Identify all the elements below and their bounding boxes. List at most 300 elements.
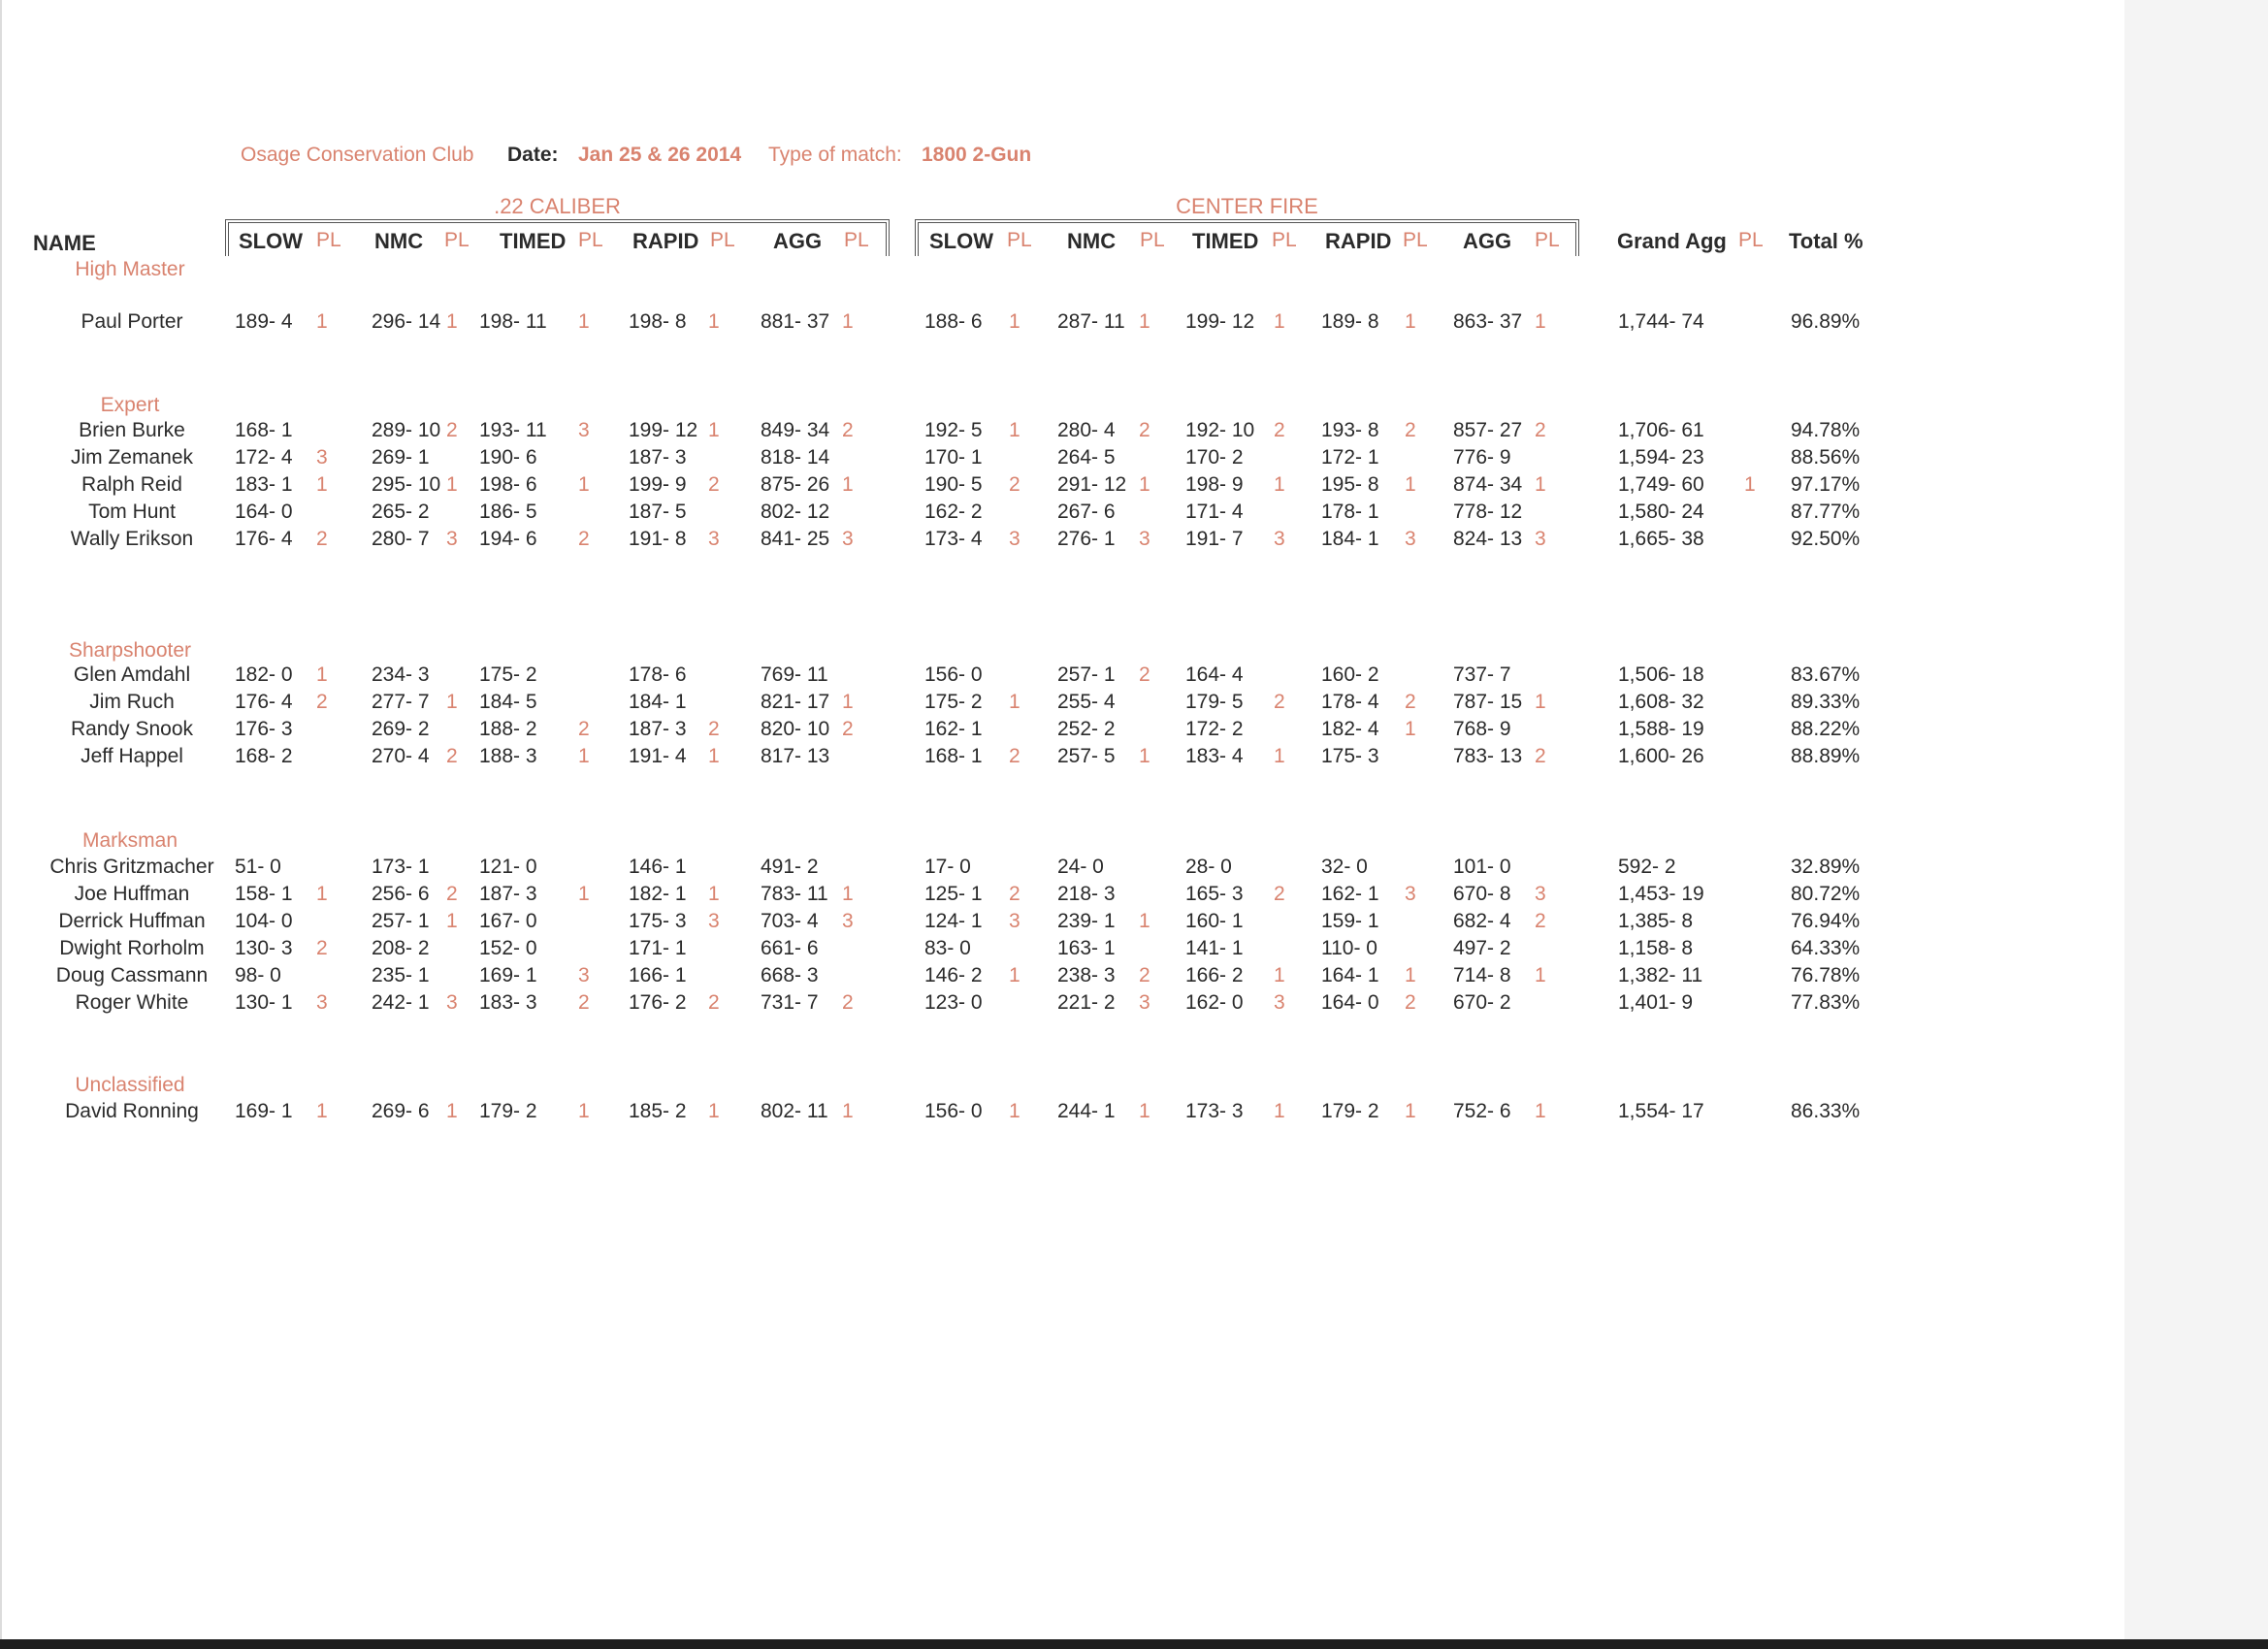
cf-slow-pl-cell: 2	[1009, 745, 1021, 767]
scan-margin	[2124, 0, 2268, 1649]
column-header-name: NAME	[33, 231, 96, 255]
cf-nmc-pl-cell: 3	[1139, 991, 1150, 1014]
agg-cell: 491- 2	[761, 856, 819, 878]
cf-nmc-pl-cell: 1	[1139, 745, 1150, 767]
grand-agg-cell: 1,580- 24	[1618, 501, 1704, 523]
timed-cell: 188- 3	[479, 745, 537, 767]
timed-cell: 194- 6	[479, 528, 537, 550]
grand-agg-pl-cell: 1	[1744, 473, 1756, 496]
column-header-timed-cf: TIMED	[1192, 229, 1259, 253]
agg-cell: 820- 10	[761, 718, 830, 740]
cf-timed-pl-cell: 2	[1274, 883, 1285, 905]
shooter-name: Brien Burke	[79, 419, 185, 441]
column-header-agg-cf: AGG	[1463, 229, 1512, 253]
category-label: Marksman	[81, 829, 178, 852]
category-label: Unclassified	[75, 1074, 185, 1096]
nmc-pl-cell: 1	[446, 691, 458, 713]
nmc-cell: 269- 1	[372, 446, 430, 469]
date-label: Date:	[507, 144, 559, 166]
column-header-nmc-cf: NMC	[1067, 229, 1117, 253]
slow-cell: 98- 0	[235, 964, 281, 986]
rapid-cell: 178- 6	[629, 663, 687, 686]
column-header-rapid-22: RAPID	[632, 229, 699, 253]
cf-slow-pl-cell: 1	[1009, 691, 1021, 713]
agg-cell: 818- 14	[761, 446, 830, 469]
cf-nmc-cell: 244- 1	[1057, 1100, 1116, 1122]
cf-nmc-pl-cell: 1	[1139, 1100, 1150, 1122]
cf-nmc-cell: 291- 12	[1057, 473, 1127, 496]
rapid-pl-cell: 2	[708, 718, 720, 740]
cf-timed-cell: 28- 0	[1185, 856, 1232, 878]
cf-agg-pl-cell: 2	[1535, 745, 1546, 767]
cf-timed-cell: 162- 0	[1185, 991, 1244, 1014]
timed-pl-cell: 3	[578, 964, 590, 986]
total-percent-cell: 97.17%	[1791, 473, 1861, 496]
cf-nmc-cell: 238- 3	[1057, 964, 1116, 986]
rapid-cell: 187- 3	[629, 446, 687, 469]
cf-slow-pl-cell: 1	[1009, 964, 1021, 986]
cf-rapid-cell: 162- 1	[1321, 883, 1379, 905]
timed-pl-cell: 2	[578, 718, 590, 740]
slow-cell: 168- 2	[235, 745, 293, 767]
column-header-pl: PL	[1140, 229, 1165, 251]
cf-rapid-pl-cell: 1	[1405, 310, 1416, 333]
grand-agg-cell: 1,706- 61	[1618, 419, 1704, 441]
cf-nmc-pl-cell: 3	[1139, 528, 1150, 550]
cf-timed-cell: 160- 1	[1185, 910, 1244, 932]
grand-agg-cell: 1,749- 60	[1618, 473, 1704, 496]
cf-timed-cell: 192- 10	[1185, 419, 1255, 441]
grand-agg-cell: 1,588- 19	[1618, 718, 1704, 740]
match-type-value: 1800 2-Gun	[922, 144, 1032, 166]
agg-cell: 731- 7	[761, 991, 819, 1014]
nmc-cell: 280- 7	[372, 528, 430, 550]
table-row	[0, 528, 1940, 555]
slow-cell: 158- 1	[235, 883, 293, 905]
cf-nmc-cell: 218- 3	[1057, 883, 1116, 905]
nmc-pl-cell: 2	[446, 883, 458, 905]
rapid-pl-cell: 2	[708, 473, 720, 496]
slow-cell: 172- 4	[235, 446, 293, 469]
agg-cell: 802- 12	[761, 501, 830, 523]
timed-cell: 169- 1	[479, 964, 537, 986]
slow-cell: 176- 4	[235, 691, 293, 713]
category-label: High Master	[75, 258, 185, 280]
grand-agg-cell: 1,453- 19	[1618, 883, 1704, 905]
cf-agg-cell: 874- 34	[1453, 473, 1523, 496]
timed-pl-cell: 1	[578, 883, 590, 905]
table-row	[0, 910, 1940, 937]
nmc-pl-cell: 1	[446, 473, 458, 496]
group-title-center-fire: CENTER FIRE	[1176, 194, 1318, 218]
timed-cell: 188- 2	[479, 718, 537, 740]
cf-rapid-cell: 178- 4	[1321, 691, 1379, 713]
cf-timed-pl-cell: 1	[1274, 473, 1285, 496]
cf-slow-cell: 83- 0	[924, 937, 971, 959]
column-header-pl: PL	[1272, 229, 1297, 251]
cf-slow-pl-cell: 1	[1009, 1100, 1021, 1122]
nmc-cell: 235- 1	[372, 964, 430, 986]
rapid-pl-cell: 1	[708, 745, 720, 767]
slow-cell: 176- 4	[235, 528, 293, 550]
nmc-pl-cell: 3	[446, 528, 458, 550]
total-percent-cell: 86.33%	[1791, 1100, 1861, 1122]
cf-rapid-cell: 179- 2	[1321, 1100, 1379, 1122]
column-header-pl: PL	[1738, 229, 1764, 251]
table-row	[0, 1100, 1940, 1127]
agg-cell: 821- 17	[761, 691, 830, 713]
grand-agg-cell: 1,665- 38	[1618, 528, 1704, 550]
cf-rapid-cell: 178- 1	[1321, 501, 1379, 523]
cf-nmc-cell: 257- 5	[1057, 745, 1116, 767]
table-row	[0, 856, 1940, 883]
agg-cell: 802- 11	[761, 1100, 828, 1122]
rapid-cell: 187- 5	[629, 501, 687, 523]
cf-agg-cell: 787- 15	[1453, 691, 1523, 713]
column-header-pl: PL	[444, 229, 470, 251]
rapid-pl-cell: 1	[708, 419, 720, 441]
cf-agg-cell: 682- 4	[1453, 910, 1511, 932]
cf-nmc-pl-cell: 2	[1139, 964, 1150, 986]
timed-pl-cell: 2	[578, 528, 590, 550]
column-header-pl: PL	[316, 229, 341, 251]
nmc-cell: 256- 6	[372, 883, 430, 905]
cf-timed-pl-cell: 1	[1274, 964, 1285, 986]
rapid-cell: 184- 1	[629, 691, 687, 713]
scan-bottom-edge	[0, 1639, 2268, 1649]
cf-rapid-pl-cell: 1	[1405, 718, 1416, 740]
nmc-pl-cell: 2	[446, 745, 458, 767]
cf-timed-cell: 141- 1	[1185, 937, 1244, 959]
cf-agg-pl-cell: 1	[1535, 964, 1546, 986]
slow-pl-cell: 1	[316, 663, 328, 686]
agg-pl-cell: 3	[842, 528, 854, 550]
cf-slow-cell: 188- 6	[924, 310, 983, 333]
cf-rapid-cell: 164- 1	[1321, 964, 1379, 986]
grand-agg-cell: 1,744- 74	[1618, 310, 1704, 333]
timed-cell: 121- 0	[479, 856, 537, 878]
cf-nmc-cell: 276- 1	[1057, 528, 1116, 550]
nmc-cell: 295- 10	[372, 473, 441, 496]
cf-nmc-cell: 287- 11	[1057, 310, 1125, 333]
nmc-cell: 242- 1	[372, 991, 430, 1014]
slow-pl-cell: 1	[316, 1100, 328, 1122]
table-row	[0, 419, 1940, 446]
shooter-name: Ralph Reid	[81, 473, 182, 496]
cf-nmc-pl-cell: 1	[1139, 473, 1150, 496]
grand-agg-cell: 1,594- 23	[1618, 446, 1704, 469]
total-percent-cell: 83.67%	[1791, 663, 1861, 686]
total-percent-cell: 64.33%	[1791, 937, 1861, 959]
shooter-name: Roger White	[75, 991, 189, 1014]
agg-cell: 849- 34	[761, 419, 830, 441]
rapid-cell: 199- 12	[629, 419, 698, 441]
cf-slow-cell: 124- 1	[924, 910, 983, 932]
timed-cell: 193- 11	[479, 419, 547, 441]
total-percent-cell: 96.89%	[1791, 310, 1861, 333]
rapid-cell: 199- 9	[629, 473, 687, 496]
rapid-pl-cell: 3	[708, 528, 720, 550]
slow-pl-cell: 3	[316, 991, 328, 1014]
table-row	[0, 663, 1940, 691]
shooter-name: Wally Erikson	[70, 528, 194, 550]
cf-nmc-cell: 163- 1	[1057, 937, 1116, 959]
table-row	[0, 964, 1940, 991]
timed-cell: 190- 6	[479, 446, 537, 469]
nmc-pl-cell: 2	[446, 419, 458, 441]
agg-cell: 875- 26	[761, 473, 830, 496]
cf-agg-pl-cell: 1	[1535, 691, 1546, 713]
club-name: Osage Conservation Club	[241, 144, 474, 166]
agg-pl-cell: 1	[842, 1100, 854, 1122]
timed-cell: 179- 2	[479, 1100, 537, 1122]
cf-timed-pl-cell: 2	[1274, 419, 1285, 441]
category-label: Sharpshooter	[68, 639, 192, 662]
cf-agg-cell: 714- 8	[1453, 964, 1511, 986]
cf-timed-pl-cell: 1	[1274, 310, 1285, 333]
cf-rapid-cell: 184- 1	[1321, 528, 1379, 550]
column-header-total: Total %	[1789, 229, 1863, 253]
cf-slow-cell: 146- 2	[924, 964, 983, 986]
table-row	[0, 446, 1940, 473]
timed-cell: 183- 3	[479, 991, 537, 1014]
agg-cell: 881- 37	[761, 310, 830, 333]
cf-slow-cell: 156- 0	[924, 1100, 983, 1122]
slow-cell: 168- 1	[235, 419, 293, 441]
cf-slow-cell: 175- 2	[924, 691, 983, 713]
cf-timed-cell: 166- 2	[1185, 964, 1244, 986]
timed-pl-cell: 1	[578, 473, 590, 496]
nmc-cell: 296- 14	[372, 310, 441, 333]
agg-pl-cell: 3	[842, 910, 854, 932]
agg-cell: 661- 6	[761, 937, 819, 959]
slow-cell: 130- 1	[235, 991, 293, 1014]
cf-timed-cell: 165- 3	[1185, 883, 1244, 905]
cf-timed-pl-cell: 2	[1274, 691, 1285, 713]
group-title-22-caliber: .22 CALIBER	[494, 194, 621, 218]
nmc-cell: 269- 6	[372, 1100, 430, 1122]
cf-slow-cell: 173- 4	[924, 528, 983, 550]
rapid-pl-cell: 3	[708, 910, 720, 932]
column-header-slow-22: SLOW	[239, 229, 303, 253]
table-row	[0, 745, 1940, 772]
slow-pl-cell: 1	[316, 883, 328, 905]
cf-nmc-cell: 221- 2	[1057, 991, 1116, 1014]
cf-rapid-cell: 159- 1	[1321, 910, 1379, 932]
grand-agg-cell: 1,385- 8	[1618, 910, 1694, 932]
nmc-pl-cell: 3	[446, 991, 458, 1014]
cf-agg-pl-cell: 1	[1535, 310, 1546, 333]
timed-cell: 187- 3	[479, 883, 537, 905]
grand-agg-cell: 1,608- 32	[1618, 691, 1704, 713]
cf-slow-pl-cell: 2	[1009, 473, 1021, 496]
nmc-pl-cell: 1	[446, 310, 458, 333]
cf-timed-cell: 198- 9	[1185, 473, 1244, 496]
column-header-agg-22: AGG	[773, 229, 823, 253]
shooter-name: Chris Gritzmacher	[49, 856, 214, 878]
column-header-pl: PL	[710, 229, 735, 251]
cf-timed-cell: 179- 5	[1185, 691, 1244, 713]
date-value: Jan 25 & 26 2014	[578, 144, 742, 166]
cf-agg-pl-cell: 2	[1535, 419, 1546, 441]
match-type-label: Type of match:	[768, 144, 902, 166]
total-percent-cell: 77.83%	[1791, 991, 1861, 1014]
grand-agg-cell: 1,158- 8	[1618, 937, 1694, 959]
table-row	[0, 310, 1940, 338]
shooter-name: Doug Cassmann	[55, 964, 209, 986]
column-header-pl: PL	[578, 229, 603, 251]
table-row	[0, 473, 1940, 501]
timed-pl-cell: 2	[578, 991, 590, 1014]
cf-agg-cell: 497- 2	[1453, 937, 1511, 959]
timed-pl-cell: 3	[578, 419, 590, 441]
slow-pl-cell: 2	[316, 937, 328, 959]
timed-cell: 175- 2	[479, 663, 537, 686]
cf-slow-cell: 123- 0	[924, 991, 983, 1014]
total-percent-cell: 87.77%	[1791, 501, 1861, 523]
rapid-cell: 146- 1	[629, 856, 687, 878]
table-row	[0, 691, 1940, 718]
rapid-cell: 171- 1	[629, 937, 687, 959]
nmc-cell: 265- 2	[372, 501, 430, 523]
cf-nmc-cell: 264- 5	[1057, 446, 1116, 469]
grand-agg-cell: 1,600- 26	[1618, 745, 1704, 767]
table-row	[0, 991, 1940, 1018]
rapid-cell: 182- 1	[629, 883, 687, 905]
cf-nmc-pl-cell: 1	[1139, 310, 1150, 333]
agg-cell: 703- 4	[761, 910, 819, 932]
total-percent-cell: 88.89%	[1791, 745, 1861, 767]
shooter-name: Jim Zemanek	[70, 446, 194, 469]
timed-pl-cell: 1	[578, 310, 590, 333]
shooter-name: Jeff Happel	[81, 745, 183, 767]
total-percent-cell: 80.72%	[1791, 883, 1861, 905]
cf-nmc-pl-cell: 1	[1139, 910, 1150, 932]
grand-agg-cell: 1,382- 11	[1618, 964, 1703, 986]
nmc-cell: 277- 7	[372, 691, 430, 713]
slow-cell: 182- 0	[235, 663, 293, 686]
timed-cell: 184- 5	[479, 691, 537, 713]
rapid-pl-cell: 1	[708, 310, 720, 333]
cf-rapid-cell: 182- 4	[1321, 718, 1379, 740]
cf-agg-cell: 776- 9	[1453, 446, 1511, 469]
timed-cell: 167- 0	[479, 910, 537, 932]
slow-pl-cell: 1	[316, 473, 328, 496]
cf-rapid-cell: 164- 0	[1321, 991, 1379, 1014]
cf-nmc-pl-cell: 2	[1139, 663, 1150, 686]
cf-rapid-pl-cell: 1	[1405, 1100, 1416, 1122]
slow-cell: 104- 0	[235, 910, 293, 932]
timed-cell: 198- 6	[479, 473, 537, 496]
table-row	[0, 883, 1940, 910]
shooter-name: Tom Hunt	[88, 501, 176, 523]
cf-nmc-cell: 257- 1	[1057, 663, 1116, 686]
agg-cell: 769- 11	[761, 663, 828, 686]
cf-timed-cell: 164- 4	[1185, 663, 1244, 686]
nmc-cell: 173- 1	[372, 856, 430, 878]
shooter-name: Glen Amdahl	[73, 663, 191, 686]
agg-pl-cell: 1	[842, 310, 854, 333]
cf-timed-cell: 170- 2	[1185, 446, 1244, 469]
shooter-name: Joe Huffman	[74, 883, 190, 905]
slow-cell: 130- 3	[235, 937, 293, 959]
column-header-slow-cf: SLOW	[929, 229, 993, 253]
cf-nmc-cell: 252- 2	[1057, 718, 1116, 740]
cf-agg-pl-cell: 3	[1535, 528, 1546, 550]
grand-agg-cell: 1,506- 18	[1618, 663, 1704, 686]
cf-slow-pl-cell: 1	[1009, 310, 1021, 333]
column-header-timed-22: TIMED	[500, 229, 567, 253]
cf-timed-cell: 183- 4	[1185, 745, 1244, 767]
shooter-name: Paul Porter	[81, 310, 183, 333]
agg-pl-cell: 1	[842, 883, 854, 905]
total-percent-cell: 88.56%	[1791, 446, 1861, 469]
nmc-pl-cell: 1	[446, 910, 458, 932]
slow-cell: 51- 0	[235, 856, 281, 878]
shooter-name: Dwight Rorholm	[59, 937, 205, 959]
cf-timed-pl-cell: 1	[1274, 745, 1285, 767]
agg-cell: 668- 3	[761, 964, 819, 986]
cf-rapid-pl-cell: 2	[1405, 691, 1416, 713]
cf-timed-cell: 173- 3	[1185, 1100, 1244, 1122]
grand-agg-cell: 1,554- 17	[1618, 1100, 1704, 1122]
table-row	[0, 501, 1940, 528]
column-header-pl: PL	[1007, 229, 1032, 251]
cf-agg-cell: 824- 13	[1453, 528, 1523, 550]
column-header-pl: PL	[1535, 229, 1560, 251]
shooter-name: David Ronning	[65, 1100, 199, 1122]
slow-cell: 169- 1	[235, 1100, 293, 1122]
cf-timed-pl-cell: 1	[1274, 1100, 1285, 1122]
nmc-cell: 257- 1	[372, 910, 430, 932]
total-percent-cell: 88.22%	[1791, 718, 1861, 740]
cf-rapid-pl-cell: 3	[1405, 528, 1416, 550]
cf-slow-cell: 170- 1	[924, 446, 983, 469]
rapid-pl-cell: 2	[708, 991, 720, 1014]
cf-agg-cell: 670- 8	[1453, 883, 1511, 905]
cf-timed-cell: 191- 7	[1185, 528, 1244, 550]
agg-pl-cell: 1	[842, 691, 854, 713]
grand-agg-cell: 1,401- 9	[1618, 991, 1694, 1014]
cf-rapid-cell: 175- 3	[1321, 745, 1379, 767]
cf-agg-cell: 670- 2	[1453, 991, 1511, 1014]
column-header-pl: PL	[1403, 229, 1428, 251]
timed-cell: 152- 0	[479, 937, 537, 959]
cf-agg-pl-cell: 3	[1535, 883, 1546, 905]
cf-timed-pl-cell: 3	[1274, 991, 1285, 1014]
nmc-cell: 208- 2	[372, 937, 430, 959]
cf-slow-cell: 162- 1	[924, 718, 983, 740]
agg-cell: 841- 25	[761, 528, 830, 550]
rapid-cell: 166- 1	[629, 964, 687, 986]
slow-pl-cell: 1	[316, 310, 328, 333]
cf-slow-cell: 190- 5	[924, 473, 983, 496]
agg-pl-cell: 2	[842, 991, 854, 1014]
cf-agg-cell: 101- 0	[1453, 856, 1511, 878]
cf-nmc-cell: 280- 4	[1057, 419, 1116, 441]
nmc-cell: 269- 2	[372, 718, 430, 740]
grand-agg-cell: 592- 2	[1618, 856, 1676, 878]
nmc-pl-cell: 1	[446, 1100, 458, 1122]
rapid-cell: 176- 2	[629, 991, 687, 1014]
cf-rapid-cell: 160- 2	[1321, 663, 1379, 686]
slow-pl-cell: 2	[316, 528, 328, 550]
rapid-cell: 187- 3	[629, 718, 687, 740]
shooter-name: Randy Snook	[70, 718, 194, 740]
cf-nmc-cell: 24- 0	[1057, 856, 1104, 878]
column-header-pl: PL	[844, 229, 869, 251]
total-percent-cell: 32.89%	[1791, 856, 1861, 878]
